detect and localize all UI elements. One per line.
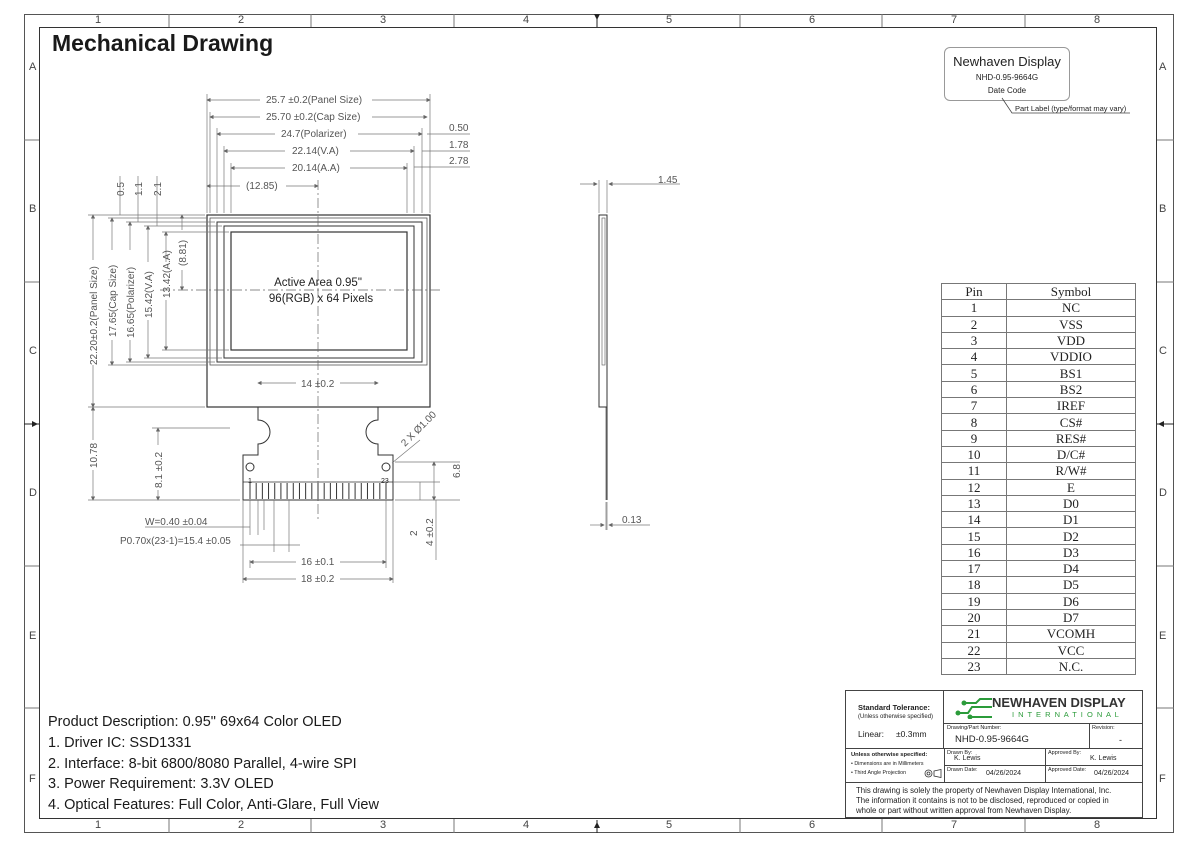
- pin-symbol: VDDIO: [1007, 349, 1136, 365]
- zone-col-8: 8: [1094, 14, 1101, 26]
- title-block-divider-2: [846, 782, 1143, 783]
- pin-row: [942, 414, 1136, 430]
- dim-w: W=0.40 ±0.04: [145, 517, 208, 528]
- zone-col-4: 4: [523, 14, 530, 26]
- pin-number: 3: [942, 332, 1007, 348]
- pin-number: 4: [942, 349, 1007, 365]
- dim-hole: 2 X Ø1.00: [399, 409, 439, 450]
- disclaimer-line: whole or part without written approval from Newhaven Display.: [856, 806, 1072, 815]
- zone-row-d-right: D: [1159, 487, 1167, 499]
- dim-050: 0.50: [449, 123, 469, 134]
- zone-row-c-right: C: [1159, 345, 1167, 357]
- unless-cell: [846, 748, 945, 782]
- dim-side-fpc: 0.13: [622, 515, 642, 526]
- part-label-box: [944, 47, 1070, 101]
- pin-row: [942, 626, 1136, 642]
- logo-sub: I N T E R N A T I O N A L: [1012, 710, 1120, 719]
- pin-number: 18: [942, 577, 1007, 593]
- pin-symbol: D4: [1007, 561, 1136, 577]
- pin-row: [942, 446, 1136, 462]
- pin-symbol: VSS: [1007, 316, 1136, 332]
- unless-item-1: • Dimensions are in Millimeters: [851, 761, 924, 767]
- dim-h16: 16 ±0.1: [301, 557, 335, 568]
- pin-23-label: 23: [381, 478, 389, 485]
- dim-side-thickness: 1.45: [658, 175, 678, 186]
- zone-row-a-right: A: [1159, 61, 1167, 73]
- description-title: Product Description: 0.95" 69x64 Color OLED: [48, 714, 342, 730]
- pin-symbol: N.C.: [1007, 658, 1136, 674]
- pin-number: 9: [942, 430, 1007, 446]
- active-area-line1: Active Area 0.95": [274, 277, 362, 289]
- approved-by-label: Approved By:: [1048, 750, 1082, 756]
- dim-aa: 20.14(A.A): [292, 163, 340, 174]
- pin-symbol: D6: [1007, 593, 1136, 609]
- approved-by: K. Lewis: [1090, 755, 1117, 762]
- pin-row: [942, 430, 1136, 446]
- pin-number: 14: [942, 512, 1007, 528]
- pin-symbol: VCOMH: [1007, 626, 1136, 642]
- pin-row: [942, 495, 1136, 511]
- pin-symbol: VCC: [1007, 642, 1136, 658]
- drawn-by-label: Drawn By:: [947, 750, 973, 756]
- pin-number: 11: [942, 463, 1007, 479]
- pin-number: 15: [942, 528, 1007, 544]
- pin-row: [942, 349, 1136, 365]
- pin-number: 12: [942, 479, 1007, 495]
- third-angle-projection-icon: [924, 769, 942, 778]
- pin-table: [941, 283, 1136, 675]
- approved-date-cell: [1045, 765, 1143, 782]
- pin-header: Pin: [942, 284, 1007, 300]
- pin-number: 1: [942, 300, 1007, 316]
- pin-row: [942, 381, 1136, 397]
- zone-row-f: F: [29, 773, 36, 785]
- pin-symbol: CS#: [1007, 414, 1136, 430]
- approved-date-label: Approved Date:: [1048, 767, 1087, 773]
- side-view-drawing: [570, 170, 720, 540]
- approved-by-cell: [1045, 748, 1143, 766]
- zone-row-f-right: F: [1159, 773, 1166, 785]
- tolerance-sub: (Unless otherwise specified): [858, 714, 934, 720]
- pin-number: 22: [942, 642, 1007, 658]
- linear-value: ±0.3mm: [896, 729, 927, 739]
- zone-col-5-bottom: 5: [666, 819, 673, 831]
- pin-row: [942, 609, 1136, 625]
- zone-row-c: C: [29, 345, 37, 357]
- revision-cell: [1089, 723, 1143, 748]
- pin-symbol: NC: [1007, 300, 1136, 316]
- part-label-note: Part Label (type/format may vary): [1015, 104, 1127, 113]
- pin-row: [942, 593, 1136, 609]
- pin-row: [942, 316, 1136, 332]
- dim-cap-size: 25.70 ±0.2(Cap Size): [266, 112, 361, 123]
- pin-symbol: D3: [1007, 544, 1136, 560]
- pin-row: [942, 577, 1136, 593]
- pin-symbol: BS1: [1007, 365, 1136, 381]
- pin-symbol: D2: [1007, 528, 1136, 544]
- pin-symbol: R/W#: [1007, 463, 1136, 479]
- title-block: [845, 690, 1143, 818]
- pin-number: 5: [942, 365, 1007, 381]
- pin-row: [942, 365, 1136, 381]
- drawn-date-label: Drawn Date:: [947, 767, 978, 773]
- pin-number: 17: [942, 561, 1007, 577]
- zone-col-2: 2: [238, 14, 245, 26]
- pin-row: [942, 463, 1136, 479]
- zone-row-a: A: [29, 61, 37, 73]
- dim-v4: 4 ±0.2: [425, 518, 436, 546]
- symbol-header: Symbol: [1007, 284, 1136, 300]
- part-number-cell: [944, 723, 1090, 748]
- pin-row: [942, 332, 1136, 348]
- dim-v2: 2: [409, 530, 420, 536]
- disclaimer: [856, 786, 1111, 816]
- pin-number: 23: [942, 658, 1007, 674]
- pin-symbol: IREF: [1007, 398, 1136, 414]
- disclaimer-line: This drawing is solely the property of Newhaven Display International, Inc.: [856, 786, 1112, 795]
- pin-number: 19: [942, 593, 1007, 609]
- linear-label: Linear:: [858, 729, 884, 739]
- pin-number: 10: [942, 446, 1007, 462]
- pin-symbol: RES#: [1007, 430, 1136, 446]
- zone-col-8-bottom: 8: [1094, 819, 1101, 831]
- pin-symbol: D/C#: [1007, 446, 1136, 462]
- logo-cell: [944, 691, 1143, 724]
- pin-number: 6: [942, 381, 1007, 397]
- unless-title: Unless otherwise specified:: [851, 752, 928, 758]
- dim-v-cap: 17.65(Cap Size): [108, 264, 119, 337]
- zone-row-e: E: [29, 630, 37, 642]
- pin-number: 8: [942, 414, 1007, 430]
- pin-row: [942, 512, 1136, 528]
- dim-v68: 6.8: [452, 464, 463, 478]
- part-number: NHD-0.95-9664G: [955, 734, 1029, 745]
- pin-number: 20: [942, 609, 1007, 625]
- drawn-date: 04/26/2024: [986, 770, 1022, 777]
- product-description: [48, 712, 379, 816]
- zone-col-7: 7: [951, 14, 958, 26]
- drawn-by-cell: [944, 748, 1046, 766]
- dim-v05: 0.5: [116, 182, 127, 196]
- dim-178: 1.78: [449, 140, 469, 151]
- zone-col-1-bottom: 1: [95, 819, 102, 831]
- drawn-by: K. Lewis: [954, 755, 981, 762]
- pin-table-header: [942, 284, 1136, 300]
- zone-col-2-bottom: 2: [238, 819, 245, 831]
- dim-h18: 18 ±0.2: [301, 574, 335, 585]
- tolerance-cell: [846, 691, 944, 748]
- pin-1-label: 1: [248, 478, 252, 485]
- logo-main: NEWHAVEN DISPLAY: [992, 695, 1126, 710]
- pin-row: [942, 300, 1136, 316]
- dim-v881: (8.81): [178, 239, 189, 266]
- pin-symbol: BS2: [1007, 381, 1136, 397]
- zone-row-e-right: E: [1159, 630, 1167, 642]
- dim-v21: 2.1: [153, 182, 164, 196]
- pin-row: [942, 642, 1136, 658]
- pin-number: 16: [942, 544, 1007, 560]
- zone-col-3-bottom: 3: [380, 819, 387, 831]
- pin-row: [942, 398, 1136, 414]
- dim-polarizer: 24.7(Polarizer): [281, 129, 347, 140]
- description-item: 4. Optical Features: Full Color, Anti-Glare, Full View: [48, 797, 379, 814]
- zone-col-7-bottom: 7: [951, 819, 958, 831]
- zone-col-6: 6: [809, 14, 816, 26]
- dim-v1078: 10.78: [89, 442, 100, 468]
- active-area-line2: 96(RGB) x 64 Pixels: [268, 293, 374, 305]
- dim-278: 2.78: [449, 156, 469, 167]
- pin-symbol: D5: [1007, 577, 1136, 593]
- page-title: Mechanical Drawing: [52, 30, 274, 56]
- dim-offset: (12.85): [246, 181, 278, 192]
- description-item: 2. Interface: 8-bit 6800/8080 Parallel, 4-wire SPI: [48, 755, 357, 772]
- part-label-date-code: Date Code: [987, 86, 1027, 95]
- dim-panel-size: 25.7 ±0.2(Panel Size): [266, 95, 363, 106]
- part-number-label: Drawing/Part Number:: [947, 725, 1002, 731]
- pin-number: 13: [942, 495, 1007, 511]
- dim-pitch: P0.70x(23-1)=15.4 ±0.05: [120, 536, 231, 547]
- dim-va: 22.14(V.A): [292, 146, 339, 157]
- unless-item-2: • Third Angle Projection: [851, 770, 907, 776]
- dim-v-pol: 16.65(Polarizer): [126, 266, 137, 338]
- pin-number: 21: [942, 626, 1007, 642]
- zone-col-6-bottom: 6: [809, 819, 816, 831]
- zone-col-1: 1: [95, 14, 102, 26]
- approved-date: 04/26/2024: [1094, 770, 1130, 777]
- revision: -: [1119, 735, 1122, 745]
- disclaimer-line: The information it contains is not to be disclosed, reproduced or copied in: [856, 796, 1109, 805]
- zone-row-b: B: [29, 203, 37, 215]
- pin-row: [942, 544, 1136, 560]
- nhd-logo-icon: [954, 695, 994, 719]
- pin-row: [942, 561, 1136, 577]
- pin-row: [942, 528, 1136, 544]
- part-label-number: NHD-0.95-9664G: [975, 73, 1039, 82]
- pin-number: 7: [942, 398, 1007, 414]
- zone-col-5: 5: [666, 14, 673, 26]
- pin-symbol: D1: [1007, 512, 1136, 528]
- tolerance-title: Standard Tolerance:: [858, 703, 930, 712]
- dim-v81: 8.1 ±0.2: [154, 451, 165, 488]
- dim-v-aa: 13.42(A.A): [162, 250, 173, 298]
- revision-label: Revision:: [1092, 725, 1115, 731]
- pin-number: 2: [942, 316, 1007, 332]
- drawn-date-cell: [944, 765, 1046, 782]
- pin-symbol: D0: [1007, 495, 1136, 511]
- pin-symbol: D7: [1007, 609, 1136, 625]
- dim-v-va: 15.42(V.A): [144, 271, 155, 318]
- description-item: 1. Driver IC: SSD1331: [48, 734, 192, 751]
- zone-col-3: 3: [380, 14, 387, 26]
- part-label-brand: Newhaven Display: [953, 54, 1061, 69]
- zone-row-d: D: [29, 487, 37, 499]
- pin-row: [942, 479, 1136, 495]
- pin-symbol: VDD: [1007, 332, 1136, 348]
- zone-col-4-bottom: 4: [523, 819, 530, 831]
- pin-symbol: E: [1007, 479, 1136, 495]
- dim-v11: 1.1: [134, 182, 145, 196]
- description-item: 3. Power Requirement: 3.3V OLED: [48, 776, 274, 793]
- dim-tail-width: 14 ±0.2: [301, 379, 335, 390]
- pin-row: [942, 658, 1136, 674]
- dim-v-panel: 22.20±0.2(Panel Size): [89, 266, 100, 365]
- zone-row-b-right: B: [1159, 203, 1167, 215]
